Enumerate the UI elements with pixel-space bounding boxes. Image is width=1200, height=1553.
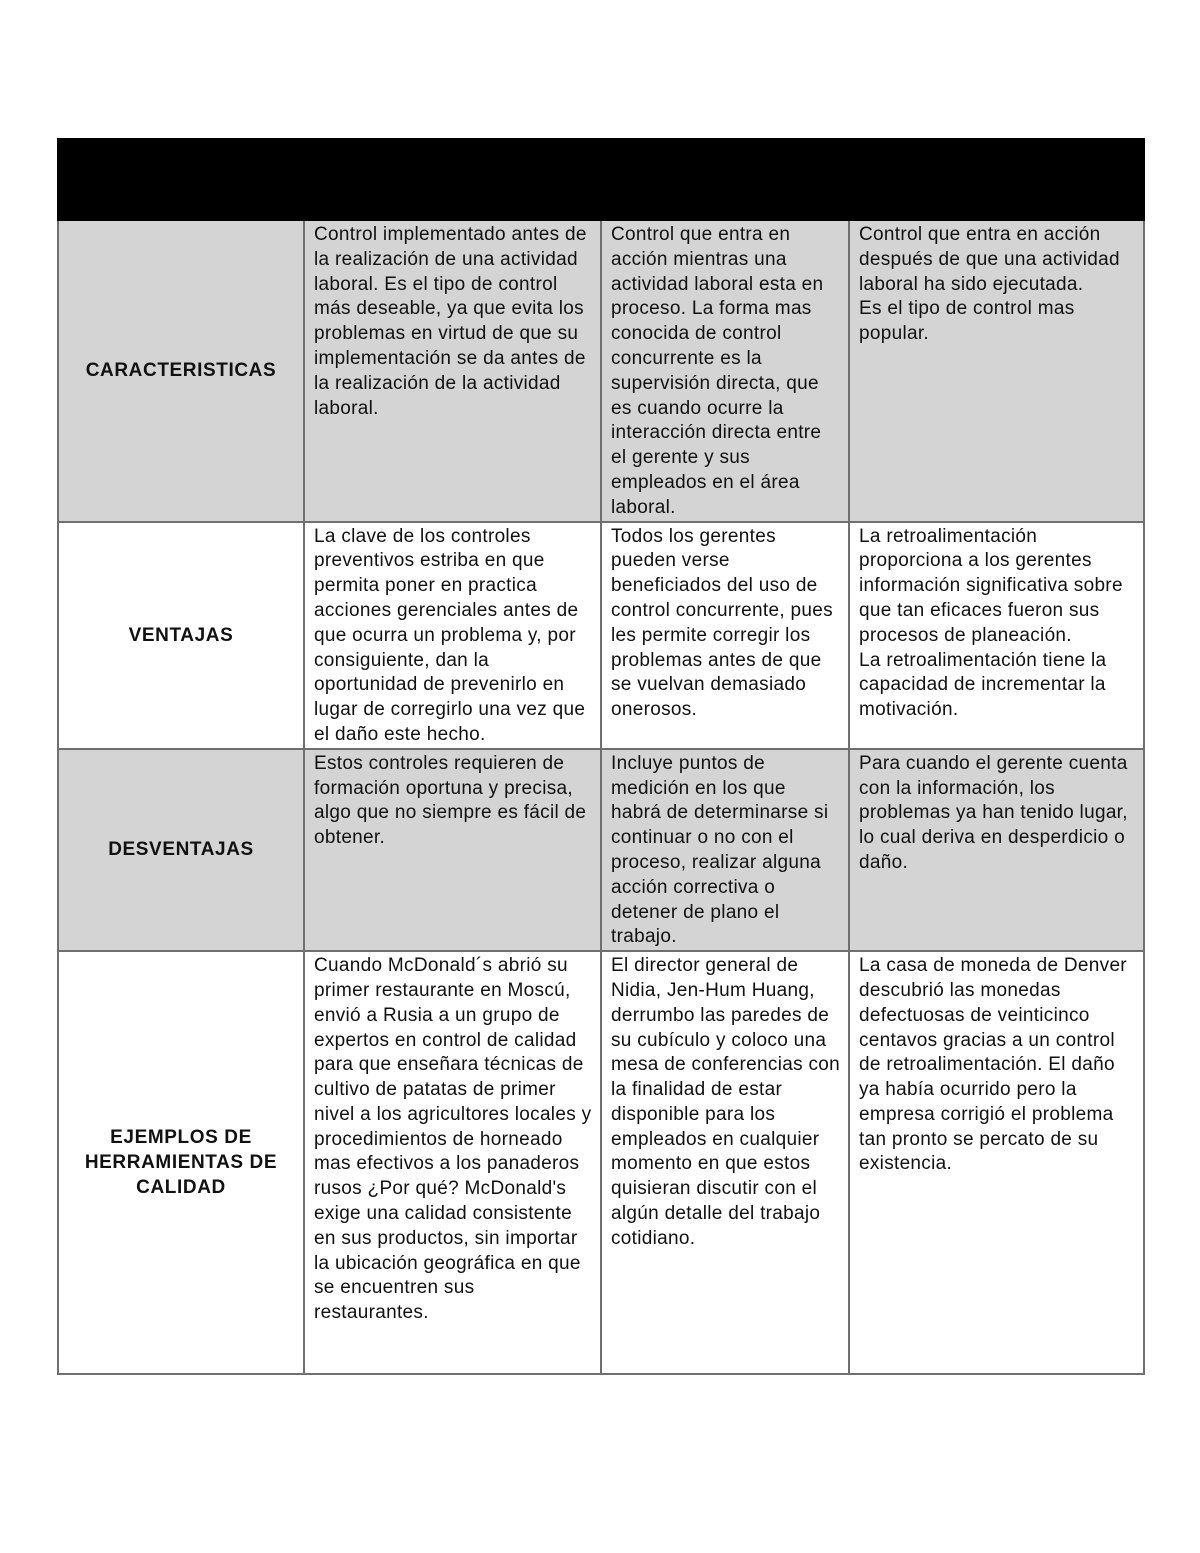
table-row-ejemplos: [58, 951, 1144, 1374]
table-row-caracteristicas: [58, 220, 1144, 522]
header-cell: [304, 139, 601, 220]
row-label: CARACTERISTICAS: [58, 220, 304, 522]
table-cell: Para cuando el gerente cuenta con la información, los problemas ya han tenido lugar, lo cual deriva en desperdicio o daño.: [849, 749, 1144, 951]
header-cell: [601, 139, 849, 220]
header-cell: [58, 139, 304, 220]
control-types-table: [57, 138, 1145, 1375]
table-header-row: [58, 139, 1144, 220]
header-cell: [849, 139, 1144, 220]
table-cell: La retroalimentación proporciona a los gerentes información significativa sobre que tan eficaces fueron sus procesos de planeación. La retroalimentación tiene la capacidad de incrementar la motivación.: [849, 522, 1144, 749]
table-cell: Cuando McDonald´s abrió su primer restaurante en Moscú, envió a Rusia a un grupo de expertos en control de calidad para que enseñara técnicas de cultivo de patatas de primer nivel a los agricultores locales y procedimientos de horneado mas efectivos a los panaderos rusos ¿Por qué? McDonald's exige una calidad consistente en sus productos, sin importar la ubicación geográfica en que se encuentren sus restaurantes.: [304, 951, 601, 1374]
table-cell: El director general de Nidia, Jen-Hum Huang, derrumbo las paredes de su cubículo y coloco una mesa de conferencias con la finalidad de estar disponible para los empleados en cualquier momento en que estos quisieran discutir con el algún detalle del trabajo cotidiano.: [601, 951, 849, 1374]
table-cell: Todos los gerentes pueden verse beneficiados del uso de control concurrente, pues les permite corregir los problemas antes de que se vuelvan demasiado onerosos.: [601, 522, 849, 749]
row-label: DESVENTAJAS: [58, 749, 304, 951]
table-cell: La clave de los controles preventivos estriba en que permita poner en practica acciones gerenciales antes de que ocurra un problema y, por consiguiente, dan la oportunidad de prevenirlo en lugar de corregirlo una vez que el daño este hecho.: [304, 522, 601, 749]
table-row-desventajas: [58, 749, 1144, 951]
table-row-ventajas: [58, 522, 1144, 749]
row-label: EJEMPLOS DE HERRAMIENTAS DE CALIDAD: [58, 951, 304, 1374]
table-cell: La casa de moneda de Denver descubrió las monedas defectuosas de veinticinco centavos gracias a un control de retroalimentación. El daño ya había ocurrido pero la empresa corrigió el problema tan pronto se percato de su existencia.: [849, 951, 1144, 1374]
row-label: VENTAJAS: [58, 522, 304, 749]
table-cell: Control que entra en acción mientras una actividad laboral esta en proceso. La forma mas conocida de control concurrente es la supervisión directa, que es cuando ocurre la interacción directa entre el gerente y sus empleados en el área laboral.: [601, 220, 849, 522]
table-cell: Estos controles requieren de formación oportuna y precisa, algo que no siempre es fácil de obtener.: [304, 749, 601, 951]
table-cell: Incluye puntos de medición en los que habrá de determinarse si continuar o no con el proceso, realizar alguna acción correctiva o detener de plano el trabajo.: [601, 749, 849, 951]
table-cell: Control que entra en acción después de que una actividad laboral ha sido ejecutada. Es el tipo de control mas popular.: [849, 220, 1144, 522]
table-cell: Control implementado antes de la realización de una actividad laboral. Es el tipo de control más deseable, ya que evita los problemas en virtud de que su implementación se da antes de la realización de la actividad laboral.: [304, 220, 601, 522]
